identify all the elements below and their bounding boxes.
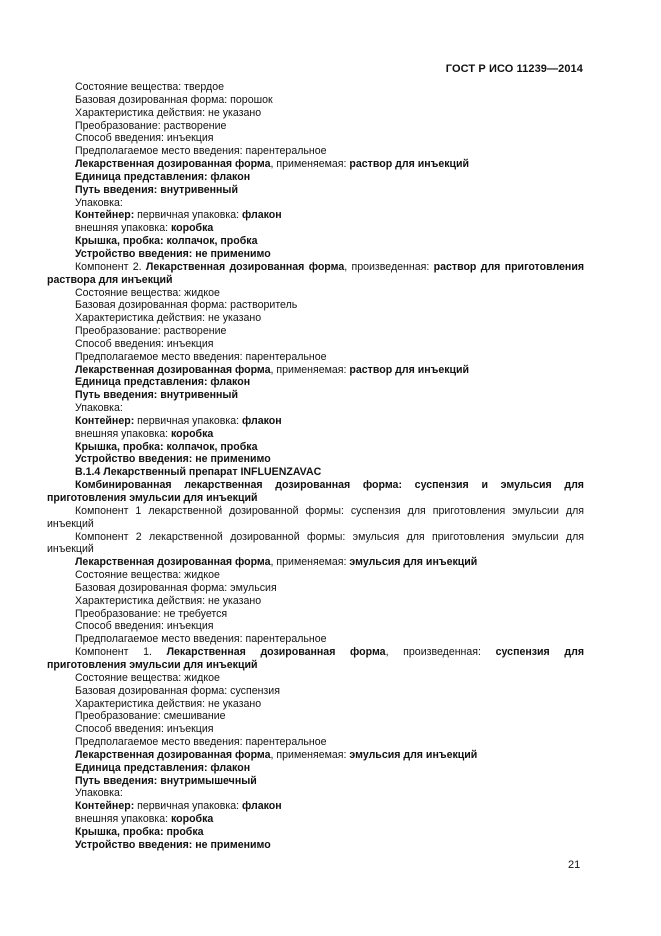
text-line: Характеристика действия: не указано [75,697,262,710]
text-line: Предполагаемое место введения: парентеральное [75,736,327,749]
text-line: Контейнер: первичная упаковка: флакон [75,414,282,427]
text-line: Способ введения: инъекция [75,620,214,633]
text-paragraph: Компонент 2 лекарственной дозированной формы: эмульсия для приготовления эмульсии для инъекций [47,530,584,556]
text-line: Устройство введения: не применимо [75,453,271,466]
text-line: Упаковка: [75,402,123,415]
text-line: внешняя упаковка: коробка [75,222,214,235]
text-line: Лекарственная дозированная форма, применяемая: раствор для инъекций [75,363,470,376]
text-line: Предполагаемое место введения: парентеральное [75,633,327,646]
text-line: Базовая дозированная форма: суспензия [75,684,280,697]
text-line: Состояние вещества: твердое [75,81,224,93]
text-paragraph: Компонент 1. Лекарственная дозированная форма, произведенная: суспензия для приготовления эмульсии для инъекций [47,646,585,671]
text-line: Путь введения: внутривенный [75,389,238,402]
standard-header: ГОСТ Р ИСО 11239—2014 [445,63,583,75]
text-line: Преобразование: не требуется [75,607,228,620]
text-paragraph: Компонент 2. Лекарственная дозированная форма, произведенная: раствор для приготовления раствора для инъекций [47,260,585,286]
text-line: Предполагаемое место введения: парентеральное [75,145,327,158]
text-paragraph: Компонент 1 лекарственной дозированной формы: суспензия для приготовления эмульсии для инъекций [47,504,584,530]
text-line: Контейнер: первичная упаковка: флакон [75,800,282,813]
text-line: Состояние вещества: жидкое [75,671,220,684]
text-line: Состояние вещества: жидкое [75,569,220,582]
text-line: Устройство введения: не применимо [75,838,271,851]
text-line: Способ введения: инъекция [75,132,214,145]
text-line: Лекарственная дозированная форма, применяемая: раствор для инъекций [75,158,470,171]
document-body [47,81,584,852]
text-paragraph: Комбинированная лекарственная дозированная форма: суспензия и эмульсия для приготовления эмульсии для инъекций [47,479,584,504]
text-line: внешняя упаковка: коробка [75,813,214,826]
text-line: Характеристика действия: не указано [75,106,262,119]
text-line: внешняя упаковка: коробка [75,427,214,440]
text-line: Единица представления: флакон [75,761,251,774]
text-line: Характеристика действия: не указано [75,594,262,607]
text-line: Упаковка: [75,787,123,800]
text-line: Базовая дозированная форма: эмульсия [75,581,277,594]
text-line: Крышка, пробка: колпачок, пробка [75,440,258,453]
text-line: Базовая дозированная форма: порошок [75,93,273,106]
text-line: Преобразование: растворение [75,119,227,132]
text-line: Характеристика действия: не указано [75,312,262,325]
text-line: Лекарственная дозированная форма, применяемая: эмульсия для инъекций [75,748,478,761]
text-line: Устройство введения: не применимо [75,247,271,260]
text-line: Крышка, пробка: колпачок, пробка [75,235,258,248]
text-line: Базовая дозированная форма: растворитель [75,299,298,312]
section-heading: В.1.4 Лекарственный препарат INFLUENZAVAC [75,466,322,479]
text-line: Способ введения: инъекция [75,337,214,350]
page-number: 21 [568,859,581,871]
text-line: Способ введения: инъекция [75,723,214,736]
text-line: Единица представления: флакон [75,170,251,183]
text-line: Преобразование: смешивание [75,710,226,723]
text-line: Упаковка: [75,196,123,209]
text-line: Контейнер: первичная упаковка: флакон [75,209,282,222]
text-line: Состояние вещества: жидкое [75,286,220,299]
text-line: Преобразование: растворение [75,325,227,338]
text-line: Единица представления: флакон [75,376,251,389]
text-line: Путь введения: внутримышечный [75,774,257,787]
text-line: Путь введения: внутривенный [75,183,238,196]
text-line: Предполагаемое место введения: парентеральное [75,350,327,363]
text-line: Крышка, пробка: пробка [75,825,204,838]
text-line: Лекарственная дозированная форма, применяемая: эмульсия для инъекций [75,556,478,569]
